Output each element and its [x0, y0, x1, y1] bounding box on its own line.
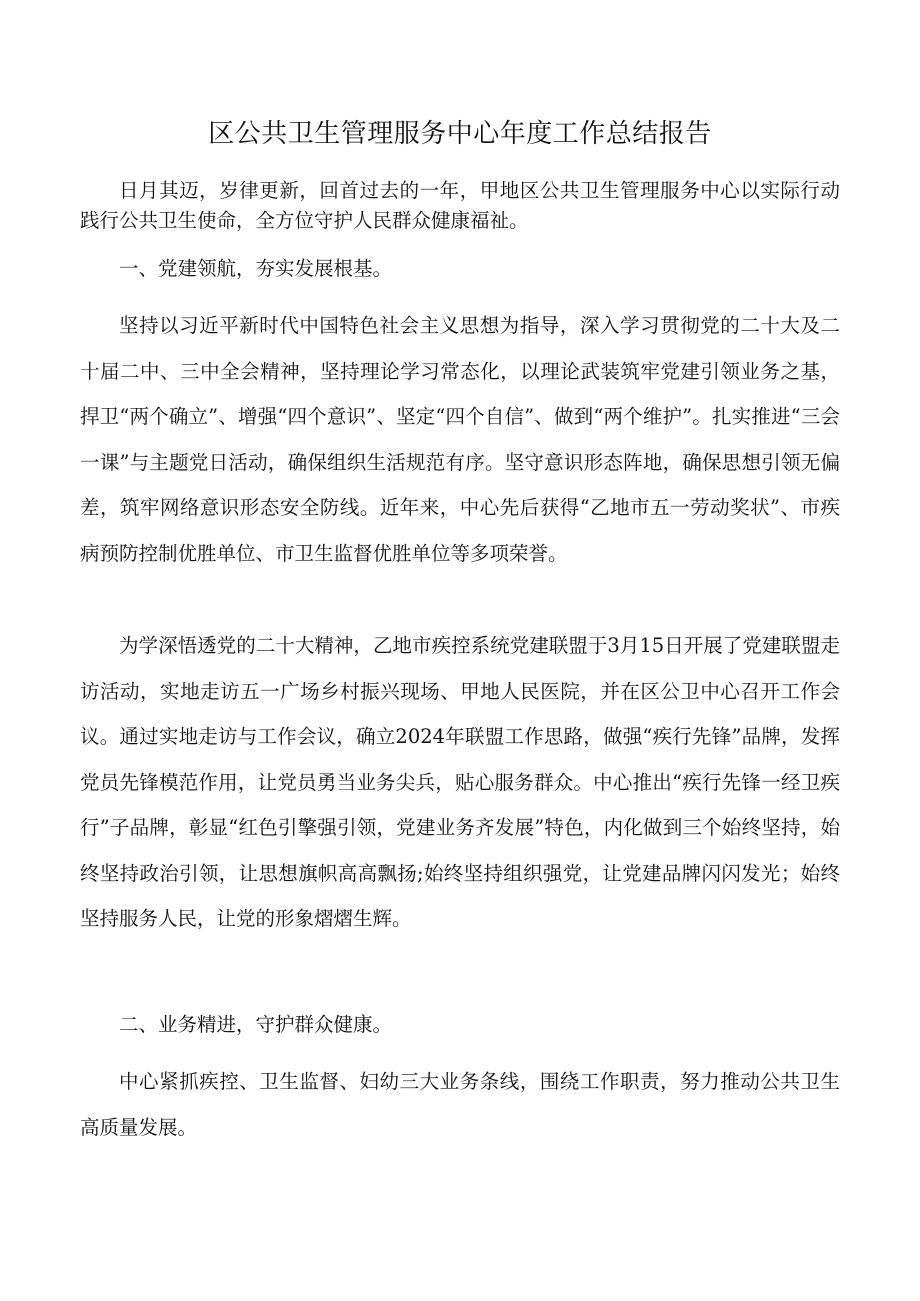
alliance-visit-paragraph: 为学深悟透党的二十大精神，乙地市疾控系统党建联盟于3月15日开展了党建联盟走访活动，实地走访五一广场乡村振兴现场、甲地人民医院，并在区公卫中心召开工作会议。通过实地走访与工作会议，确立2024年联盟工作思路，做强“疾行先锋”品牌，发挥党员先锋模范作用，让党员勇当业务尖兵，贴心服务群众。中心推出“疾行先锋一经卫疾行”子品牌，彰显“红色引擎强引领，党建业务齐发展”特色，内化做到三个始终坚持，始终坚持政治引领，让思想旗帜高高飘扬;始终坚持组织强党，让党建品牌闪闪发光；始终坚持服务人民，让党的形象熠熠生辉。: [80, 634, 840, 930]
intro-paragraph: 日月其迈，岁律更新，回首过去的一年，甲地区公共卫生管理服务中心以实际行动践行公共卫生使命，全方位守护人民群众健康福祉。: [80, 179, 840, 232]
business-paragraph: 中心紧抓疾控、卫生监督、妇幼三大业务条线，围绕工作职责，努力推动公共卫生高质量发展。: [80, 1070, 840, 1139]
document-title: 区公共卫生管理服务中心年度工作总结报告: [208, 119, 712, 149]
section-heading-business: 二、业务精进，守护群众健康。: [119, 1013, 393, 1036]
section-heading-party-building: 一、党建领航，夯实发展根基。: [119, 257, 393, 280]
party-building-paragraph: 坚持以习近平新时代中国特色社会主义思想为指导，深入学习贯彻党的二十大及二十届二中、三中全会精神，坚持理论学习常态化，以理论武装筑牢党建引领业务之基，捍卫“两个确立”、增强“四个意识”、坚定“四个自信”、做到“两个维护”。扎实推进“三会一课”与主题党日活动，确保组织生活规范有序。坚守意识形态阵地，确保思想引领无偏差，筑牢网络意识形态安全防线。近年来，中心先后获得“乙地市五一劳动奖状”、市疾病预防控制优胜单位、市卫生监督优胜单位等多项荣誉。: [80, 314, 840, 565]
